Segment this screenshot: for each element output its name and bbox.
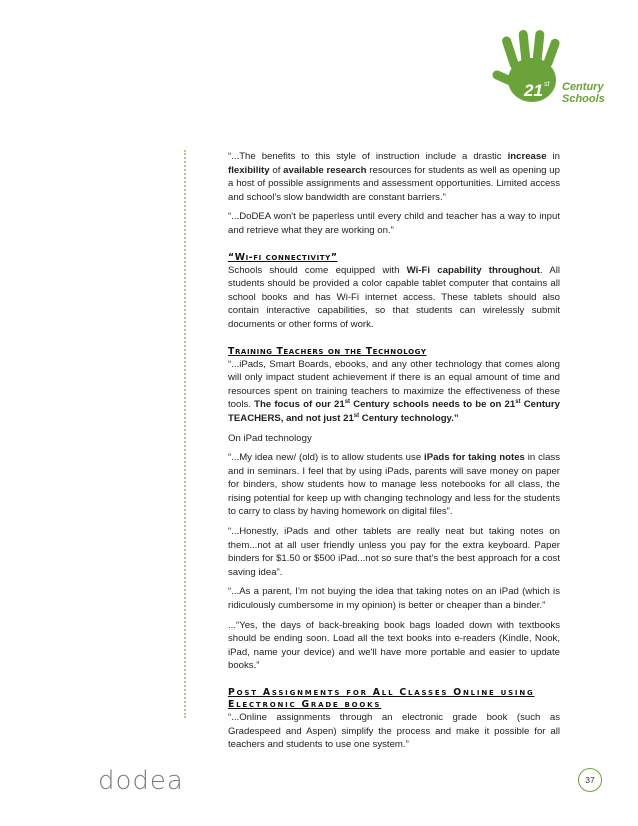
svg-text:st: st (544, 81, 550, 88)
quote-paragraph: ...“Yes, the days of back-breaking book bags loaded down with textbooks should be ending soon. Load all the text books into e-readers (Kindle, Nook, iPad, name your device) and we'll have more portable and easier to update books.” (228, 619, 560, 672)
svg-text:21: 21 (524, 81, 543, 100)
quote-paragraph: “...My idea new/ (old) is to allow students use iPads for taking notes in class and in seminars. I feel that by using iPads, parents will save money on paper for binders, show students how to manage less notebooks for all class, the rising potential for keep up with changing technology and less for the students to carry to class by having homework on digital files”. (228, 452, 560, 518)
section-heading-post-assignments: Post Assignments for All Classes Online using Electronic Grade books (228, 687, 535, 710)
svg-text:Century: Century (562, 81, 604, 93)
section-heading-training: Training Teachers on the Technology (228, 345, 427, 357)
page-body (228, 150, 560, 758)
dodea-logo: dodea (98, 766, 184, 796)
section-heading-wifi: “Wi-fi connectivity” (228, 251, 338, 263)
post-paragraph: “...Online assignments through an electronic grade book (such as Gradespeed and Aspen) simplify the process and make it possible for all teachers and students to use one system.” (228, 712, 560, 751)
training-paragraph: “...iPads, Smart Boards, ebooks, and any other technology that comes along will only impact student achievement if there is an equal amount of time and resources spent on training teachers to maximize the effectiveness of these tools. The focus of our 21st Century schools needs to be on 21st Century TEACHERS, and not just 21st Century technology.” (228, 358, 560, 424)
page-number: 37 (578, 768, 602, 792)
wifi-paragraph: Schools should come equipped with Wi-Fi capability throughout. All students should be provided a color capable tablet computer that contains all school books and has Wi-Fi internet access. These tablets should also contain interactive capabilities, so that students can wirelessly submit documents or other forms of work. (228, 264, 560, 330)
quote-paragraph: “...DoDEA won't be paperless until every child and teacher has a way to input and retrieve what they are working on.” (228, 211, 560, 236)
svg-text:Schools: Schools (562, 93, 605, 105)
21st-century-schools-logo (488, 28, 608, 118)
quote-paragraph: “...Honestly, iPads and other tablets are really neat but taking notes on them...not at all user friendly unless you pay for the extra keyboard. Paper binders for $1.50 or $500 iPad...not so sure that's the best approach for a cost saving idea”. (228, 526, 560, 578)
quote-paragraph: “...The benefits to this style of instruction include a drastic increase in flexibility of available research resources for students as well as opening up a host of possible assignments and assessment opportunities. Limited access and school's slow bandwidth are constant barriers.” (228, 151, 560, 203)
dotted-margin-rule (184, 150, 186, 718)
quote-paragraph: “...As a parent, I'm not buying the idea that taking notes on an iPad (which is ridiculously cumbersome in my opinion) is better or cheaper than a binder.” (228, 586, 560, 612)
ipad-label: On iPad technology (228, 432, 312, 444)
